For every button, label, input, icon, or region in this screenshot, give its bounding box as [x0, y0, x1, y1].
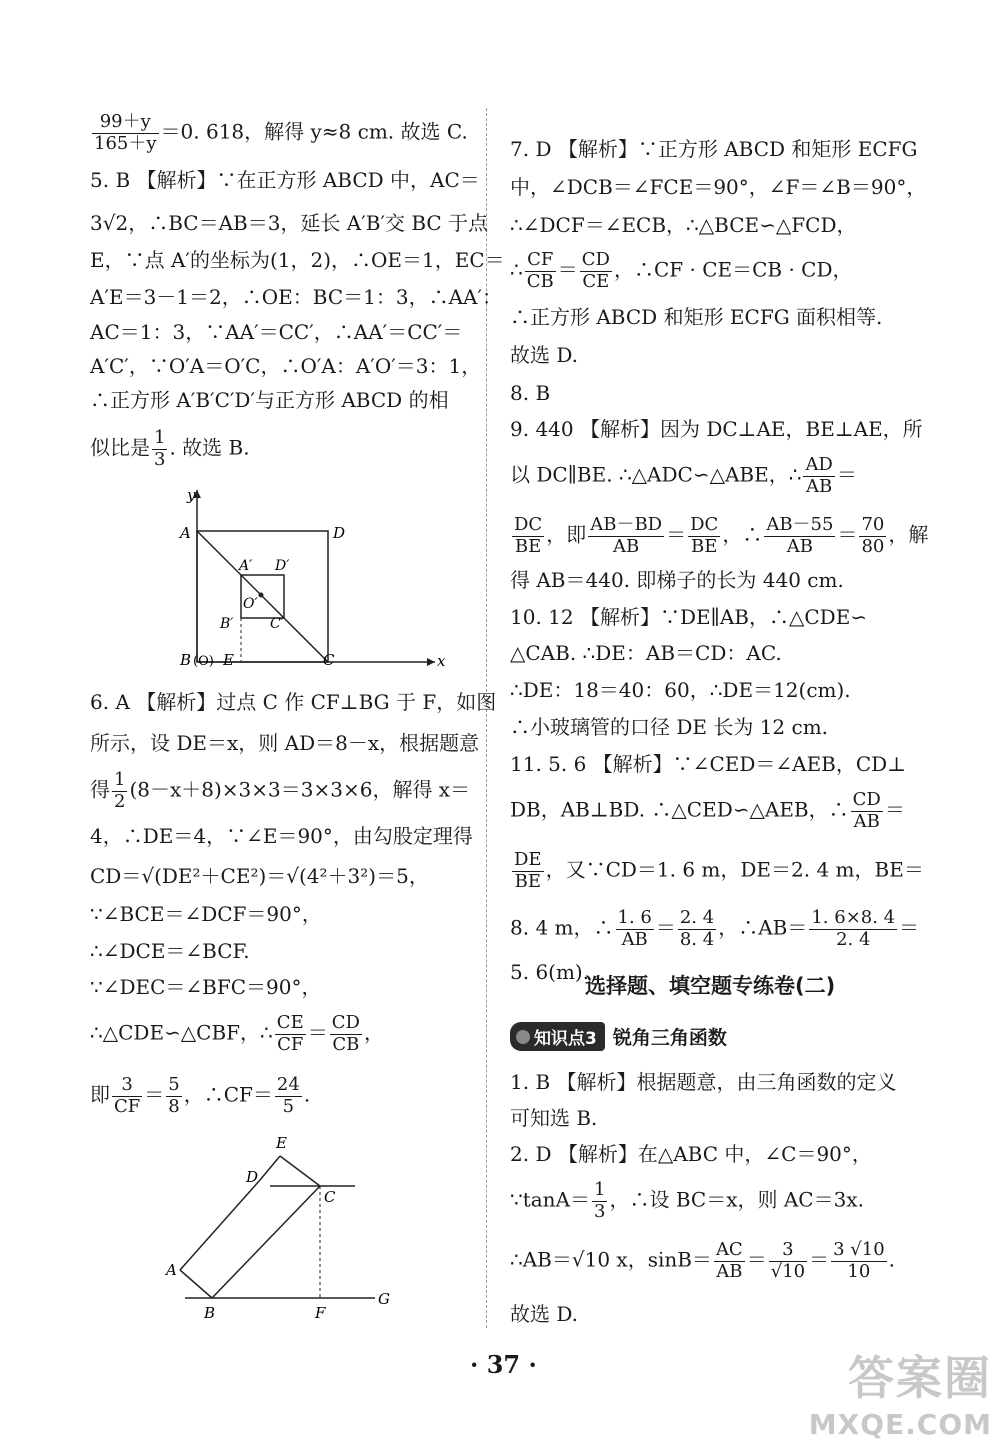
- tri-answer-2-line: 故选 D.: [510, 1302, 579, 1326]
- fraction: $\frac{DE}{BE}$: [514, 849, 542, 892]
- fraction: $\frac{1. 6}{AB}$: [617, 907, 652, 950]
- answer-5-line: 似比是 $\frac{1}{3}$ . 故选 B.: [90, 427, 250, 470]
- answer-6-line: 得 $\frac{1}{2}$ (8－x＋8)×3×3＝3×3×6，解得 x＝: [90, 769, 471, 812]
- label-E: E: [276, 1134, 287, 1152]
- fraction: $\frac{3 √10}{10}$: [833, 1239, 885, 1282]
- fraction: $\frac{DC}{BE}$: [514, 514, 543, 557]
- answer-7-line: ∴正方形 ABCD 和矩形 ECFG 面积相等.: [510, 305, 883, 329]
- tri-answer-1-line: 可知选 B.: [510, 1106, 598, 1130]
- answer-5-line: A′C′，∵O′A＝O′C，∴O′A：A′O′＝3：1，: [90, 354, 482, 378]
- knowledge-point-title: 锐角三角函数: [612, 1027, 727, 1049]
- answer-9-line: $\frac{DC}{BE}$ ，即 $\frac{AB-BD}{AB}$ ＝ $\frac{DC}{BE}$ ，∴ $\frac{AB-55}{AB}$ ＝ $\frac{70}{80}$ ，解: [514, 514, 929, 557]
- label-D-prime: D′: [275, 558, 290, 574]
- label-y: y: [187, 486, 196, 504]
- answer-11-line: 8. 4 m，∴ $\frac{1. 6}{AB}$ ＝ $\frac{2. 4}{8. 4}$ ，∴AB＝ $\frac{1. 6\times 8. 4}{2. 4}$ ＝: [510, 907, 920, 950]
- fraction: $\frac{AD}{AB}$: [805, 454, 833, 497]
- answer-4-tail: $\frac{99+y}{165+y}$ ＝0. 618，解得 y≈8 cm. 故选 C.: [94, 111, 468, 154]
- fraction: $\frac{DC}{BE}$: [690, 514, 719, 557]
- answer-8-line: 8. B: [510, 381, 551, 405]
- answer-7-line: 中，∠DCB＝∠FCE＝90°，∠F＝∠B＝90°，: [510, 175, 927, 199]
- tri-answer-2-line: ∴AB＝√10 x，sinB＝ $\frac{AC}{AB}$ ＝ $\frac{3}{√10}$ ＝ $\frac{3 √10}{10}$ .: [510, 1239, 896, 1282]
- answer-10-line: ∴DE：18＝40：60，∴DE＝12(cm).: [510, 678, 851, 702]
- fraction: $\frac{AB-55}{AB}$: [766, 514, 834, 557]
- answer-6-line: ∵∠BCE＝∠DCF＝90°，: [90, 902, 322, 926]
- label-B: B: [180, 651, 192, 669]
- fraction: $\frac{2. 4}{8. 4}$: [679, 907, 715, 950]
- answer-11-line: 5. 6(m).: [510, 960, 590, 984]
- answer-5-line: ∴正方形 A′B′C′D′与正方形 ABCD 的相: [90, 388, 449, 412]
- answer-5-line: 5. B 【解析】∵在正方形 ABCD 中，AC＝: [90, 168, 480, 192]
- answer-10-line: △CAB. ∴DE：AB＝CD：AC.: [510, 641, 782, 665]
- figure-parallelogram: [160, 1130, 480, 1330]
- answer-11-line: $\frac{DE}{BE}$ ，又∵CD＝1. 6 m，DE＝2. 4 m，BE＝: [514, 849, 924, 892]
- fraction: $\frac{3}{√10}$: [770, 1239, 806, 1282]
- label-O: (O): [193, 654, 214, 669]
- label-C: C: [323, 651, 335, 669]
- label-E: E: [223, 651, 234, 669]
- answer-5-line: AC＝1：3，∵AA′＝CC′，∴AA′＝CC′＝: [90, 320, 463, 344]
- answer-6-line: 所示，设 DE＝x，则 AD＝8－x，根据题意: [90, 731, 480, 755]
- label-D: D: [333, 524, 346, 542]
- fraction: $\frac{AB-BD}{AB}$: [590, 514, 663, 557]
- badge-dot-icon: [516, 1030, 530, 1044]
- answer-6-line: ∵∠DEC＝∠BFC＝90°，: [90, 975, 322, 999]
- label-D: D: [246, 1168, 259, 1186]
- fraction: $\frac{1}{2}$: [114, 769, 126, 812]
- answer-11-line: DB，AB⊥BD. ∴△CED∽△AEB，∴ $\frac{CD}{AB}$ ＝: [510, 789, 905, 832]
- fraction: $\frac{CD}{AB}$: [852, 789, 881, 832]
- label-C-prime: C′: [270, 616, 284, 632]
- answer-7-line: ∴ $\frac{CF}{CB}$ ＝ $\frac{CD}{CE}$ ，∴CF · CE＝CB · CD，: [510, 249, 853, 292]
- label-G: G: [378, 1290, 390, 1308]
- answer-5-line: 3√2，∴BC＝AB＝3，延长 A′B′交 BC 于点: [90, 211, 489, 235]
- label-C: C: [324, 1188, 336, 1206]
- answer-9-line: 得 AB＝440. 即梯子的长为 440 cm.: [510, 568, 844, 592]
- fraction: $\frac{70}{80}$: [861, 514, 885, 557]
- tri-answer-2-line: ∵tanA＝ $\frac{1}{3}$ ，∴设 BC＝x，则 AC＝3x.: [510, 1179, 864, 1222]
- tri-answer-1-line: 1. B 【解析】根据题意，由三角函数的定义: [510, 1070, 897, 1094]
- answer-6-line: ∴∠DCE＝∠BCF.: [90, 939, 250, 963]
- fraction: $\frac{CD}{CE}$: [581, 249, 610, 292]
- fraction: $\frac{1}{3}$: [154, 427, 166, 470]
- answer-6-line: 4，∴DE＝4，∵∠E＝90°，由勾股定理得: [90, 824, 473, 848]
- answer-5-line: E，∵点 A′的坐标为(1，2)，∴OE＝1，EC＝: [90, 248, 505, 272]
- answer-6-line: 6. A 【解析】过点 C 作 CF⊥BG 于 F，如图: [90, 690, 497, 714]
- fraction: $\frac{CF}{CB}$: [526, 249, 554, 292]
- label-B-prime: B′: [220, 616, 234, 632]
- fraction: $\frac{5}{8}$: [168, 1074, 180, 1117]
- answer-6-line: ∴△CDE∽△CBF，∴ $\frac{CE}{CF}$ ＝ $\frac{CD}{CB}$ ，: [90, 1012, 384, 1055]
- label-A-prime: A′: [239, 558, 253, 574]
- answer-10-line: 10. 12 【解析】∵DE∥AB，∴△CDE∽: [510, 605, 868, 629]
- fraction: $\frac{3}{CF}$: [114, 1074, 141, 1117]
- answer-9-line: 9. 440 【解析】因为 DC⊥AE，BE⊥AE，所: [510, 417, 923, 441]
- fraction: $\frac{CE}{CF}$: [276, 1012, 304, 1055]
- answer-11-line: 11. 5. 6 【解析】∵∠CED＝∠AEB，CD⊥: [510, 752, 907, 776]
- fraction: $\frac{99+y}{165+y}$: [94, 111, 157, 154]
- section-title: 选择题、填空题专练卷(二): [585, 974, 836, 998]
- page-number: · 37 ·: [470, 1350, 537, 1379]
- answer-7-line: 故选 D.: [510, 343, 579, 367]
- fraction: $\frac{1. 6\times 8. 4}{2. 4}$: [811, 907, 896, 950]
- answer-6-line: CD＝√(DE²＋CE²)＝√(4²＋3²)＝5，: [90, 864, 429, 888]
- fraction: $\frac{CD}{CB}$: [331, 1012, 360, 1055]
- knowledge-point-badge: 知识点3: [510, 1022, 605, 1051]
- tri-answer-2-line: 2. D 【解析】在△ABC 中，∠C＝90°，: [510, 1142, 872, 1166]
- fraction: $\frac{AC}{AB}$: [715, 1239, 743, 1282]
- label-A: A: [166, 1261, 177, 1279]
- label-x: x: [437, 652, 446, 670]
- label-F: F: [315, 1304, 326, 1322]
- answer-7-line: ∴∠DCF＝∠ECB，∴△BCE∽△FCD，: [510, 213, 857, 237]
- fraction: $\frac{24}{5}$: [276, 1074, 300, 1117]
- fraction: $\frac{1}{3}$: [594, 1179, 606, 1222]
- knowledge-point-header: [510, 1022, 727, 1051]
- answer-6-line: 即 $\frac{3}{CF}$ ＝ $\frac{5}{8}$ ，∴CF＝ $\frac{24}{5}$ .: [90, 1074, 311, 1117]
- answer-9-line: 以 DC∥BE. ∴△ADC∽△ABE，∴ $\frac{AD}{AB}$ ＝: [510, 454, 857, 497]
- figure-squares: [175, 482, 475, 672]
- label-O-prime: O′: [243, 596, 258, 612]
- label-B: B: [204, 1304, 216, 1322]
- answer-7-line: 7. D 【解析】∵正方形 ABCD 和矩形 ECFG: [510, 137, 918, 161]
- answer-5-line: A′E＝3－1＝2，∴OE：BC＝1：3，∴AA′：: [90, 285, 503, 309]
- watermark-logo: 答案圈 MXQE.COM: [808, 1351, 992, 1441]
- answer-10-line: ∴小玻璃管的口径 DE 长为 12 cm.: [510, 715, 829, 739]
- label-A: A: [180, 524, 191, 542]
